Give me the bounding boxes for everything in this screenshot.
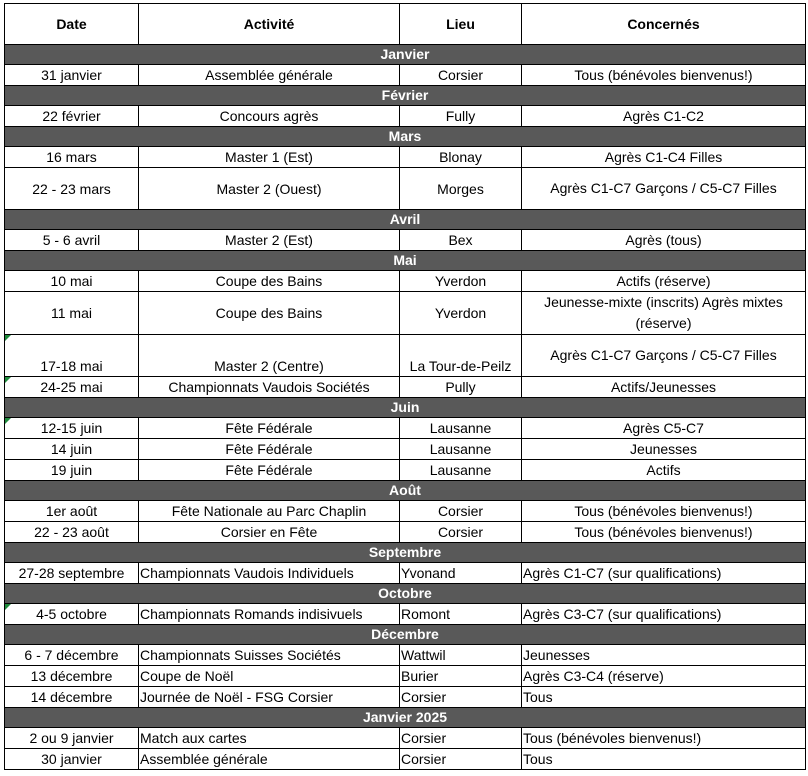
- activity-cell: Championnats Vaudois Sociétés: [139, 377, 400, 398]
- date-cell: 14 décembre: [5, 687, 139, 708]
- header-activity: Activité: [139, 4, 400, 45]
- month-label: Avril: [5, 210, 806, 230]
- place-cell: Bex: [400, 230, 522, 251]
- place-cell: Fully: [400, 106, 522, 127]
- date-cell: 31 janvier: [5, 65, 139, 86]
- table-row: [5, 604, 806, 625]
- month-label: Juin: [5, 398, 806, 418]
- date-cell: 10 mai: [5, 271, 139, 292]
- concerned-cell: Tous (bénévoles bienvenus!): [522, 501, 806, 522]
- table-row: [5, 377, 806, 398]
- activity-cell: Championnats Romands indisivuels: [139, 604, 400, 625]
- table-row: [5, 65, 806, 86]
- place-cell: Corsier: [400, 522, 522, 543]
- table-body: [5, 45, 806, 770]
- table-row: [5, 292, 806, 335]
- concerned-cell: Jeunesses: [522, 439, 806, 460]
- month-header-row: [5, 625, 806, 645]
- month-label: Janvier: [5, 45, 806, 65]
- place-cell: Yverdon: [400, 292, 522, 335]
- table-row: [5, 563, 806, 584]
- place-cell: Blonay: [400, 147, 522, 168]
- table-row: [5, 271, 806, 292]
- concerned-cell: Tous: [522, 687, 806, 708]
- concerned-cell: Tous: [522, 749, 806, 770]
- activity-cell: Master 2 (Est): [139, 230, 400, 251]
- date-cell: 27-28 septembre: [5, 563, 139, 584]
- place-cell: Corsier: [400, 749, 522, 770]
- table-row: [5, 168, 806, 210]
- concerned-cell: Agrès C3-C7 (sur qualifications): [522, 604, 806, 625]
- month-label: Février: [5, 86, 806, 106]
- date-cell: 22 - 23 août: [5, 522, 139, 543]
- date-cell: 30 janvier: [5, 749, 139, 770]
- header-concerned: Concernés: [522, 4, 806, 45]
- activity-cell: Championnats Suisses Sociétés: [139, 645, 400, 666]
- activity-cell: Championnats Vaudois Individuels: [139, 563, 400, 584]
- place-cell: Corsier: [400, 728, 522, 749]
- month-header-row: [5, 127, 806, 147]
- month-header-row: [5, 543, 806, 563]
- date-cell: 1er août: [5, 501, 139, 522]
- month-header-row: [5, 210, 806, 230]
- month-label: Janvier 2025: [5, 708, 806, 728]
- table-row: [5, 230, 806, 251]
- place-cell: Yverdon: [400, 271, 522, 292]
- table-header: [5, 4, 806, 45]
- place-cell: Corsier: [400, 501, 522, 522]
- concerned-cell: Tous (bénévoles bienvenus!): [522, 728, 806, 749]
- activity-cell: Coupe des Bains: [139, 292, 400, 335]
- concerned-cell: Agrès C3-C4 (réserve): [522, 666, 806, 687]
- concerned-cell: Agrès C1-C2: [522, 106, 806, 127]
- month-header-row: [5, 584, 806, 604]
- date-cell: 4-5 octobre: [5, 604, 139, 625]
- date-cell: 19 juin: [5, 460, 139, 481]
- date-cell: 5 - 6 avril: [5, 230, 139, 251]
- month-header-row: [5, 45, 806, 65]
- header-date: Date: [5, 4, 139, 45]
- place-cell: Lausanne: [400, 460, 522, 481]
- activity-cell: Corsier en Fête: [139, 522, 400, 543]
- place-cell: Wattwil: [400, 645, 522, 666]
- date-cell: 22 - 23 mars: [5, 168, 139, 210]
- place-cell: Pully: [400, 377, 522, 398]
- concerned-cell: Tous (bénévoles bienvenus!): [522, 65, 806, 86]
- date-cell: 11 mai: [5, 292, 139, 335]
- activity-cell: Assemblée générale: [139, 65, 400, 86]
- concerned-cell: Agrès C5-C7: [522, 418, 806, 439]
- place-cell: Corsier: [400, 687, 522, 708]
- activity-cell: Fête Fédérale: [139, 418, 400, 439]
- month-label: Mars: [5, 127, 806, 147]
- activity-cell: Journée de Noël - FSG Corsier: [139, 687, 400, 708]
- concerned-cell: Agrès C1-C7 Garçons / C5-C7 Filles: [522, 168, 806, 210]
- date-cell: 24-25 mai: [5, 377, 139, 398]
- activity-cell: Concours agrès: [139, 106, 400, 127]
- activity-cell: Master 1 (Est): [139, 147, 400, 168]
- activity-cell: Master 2 (Ouest): [139, 168, 400, 210]
- activity-cell: Master 2 (Centre): [139, 335, 400, 377]
- concerned-cell: Agrès C1-C4 Filles: [522, 147, 806, 168]
- place-cell: Lausanne: [400, 418, 522, 439]
- month-label: Octobre: [5, 584, 806, 604]
- table-row: [5, 749, 806, 770]
- place-cell: Yvonand: [400, 563, 522, 584]
- table-row: [5, 522, 806, 543]
- activity-cell: Match aux cartes: [139, 728, 400, 749]
- concerned-cell: Tous (bénévoles bienvenus!): [522, 522, 806, 543]
- date-cell: 14 juin: [5, 439, 139, 460]
- table-row: [5, 501, 806, 522]
- activity-cell: Fête Nationale au Parc Chaplin: [139, 501, 400, 522]
- concerned-cell: Jeunesse-mixte (inscrits) Agrès mixtes (réserve): [522, 292, 806, 335]
- table-row: [5, 418, 806, 439]
- concerned-cell: Actifs (réserve): [522, 271, 806, 292]
- table-row: [5, 645, 806, 666]
- activity-cell: Assemblée générale: [139, 749, 400, 770]
- header-place: Lieu: [400, 4, 522, 45]
- concerned-cell: Agrès C1-C7 (sur qualifications): [522, 563, 806, 584]
- table-row: [5, 147, 806, 168]
- activity-calendar-table: [4, 3, 806, 770]
- month-label: Août: [5, 481, 806, 501]
- activity-cell: Fête Fédérale: [139, 439, 400, 460]
- table-row: [5, 106, 806, 127]
- place-cell: Lausanne: [400, 439, 522, 460]
- place-cell: Romont: [400, 604, 522, 625]
- concerned-cell: Actifs: [522, 460, 806, 481]
- table-row: [5, 460, 806, 481]
- month-header-row: [5, 708, 806, 728]
- month-header-row: [5, 251, 806, 271]
- month-label: Septembre: [5, 543, 806, 563]
- date-cell: 16 mars: [5, 147, 139, 168]
- table-row: [5, 728, 806, 749]
- concerned-cell: Jeunesses: [522, 645, 806, 666]
- activity-cell: Fête Fédérale: [139, 460, 400, 481]
- concerned-cell: Agrès C1-C7 Garçons / C5-C7 Filles: [522, 335, 806, 377]
- table-row: [5, 666, 806, 687]
- date-cell: 13 décembre: [5, 666, 139, 687]
- table-row: [5, 335, 806, 377]
- place-cell: Corsier: [400, 65, 522, 86]
- date-cell: 12-15 juin: [5, 418, 139, 439]
- place-cell: La Tour-de-Peilz: [400, 335, 522, 377]
- date-cell: 6 - 7 décembre: [5, 645, 139, 666]
- date-cell: 17-18 mai: [5, 335, 139, 377]
- month-header-row: [5, 398, 806, 418]
- table-row: [5, 439, 806, 460]
- month-header-row: [5, 481, 806, 501]
- date-cell: 2 ou 9 janvier: [5, 728, 139, 749]
- month-label: Décembre: [5, 625, 806, 645]
- month-label: Mai: [5, 251, 806, 271]
- month-header-row: [5, 86, 806, 106]
- activity-cell: Coupe des Bains: [139, 271, 400, 292]
- activity-cell: Coupe de Noël: [139, 666, 400, 687]
- date-cell: 22 février: [5, 106, 139, 127]
- table-row: [5, 687, 806, 708]
- place-cell: Burier: [400, 666, 522, 687]
- concerned-cell: Agrès (tous): [522, 230, 806, 251]
- concerned-cell: Actifs/Jeunesses: [522, 377, 806, 398]
- place-cell: Morges: [400, 168, 522, 210]
